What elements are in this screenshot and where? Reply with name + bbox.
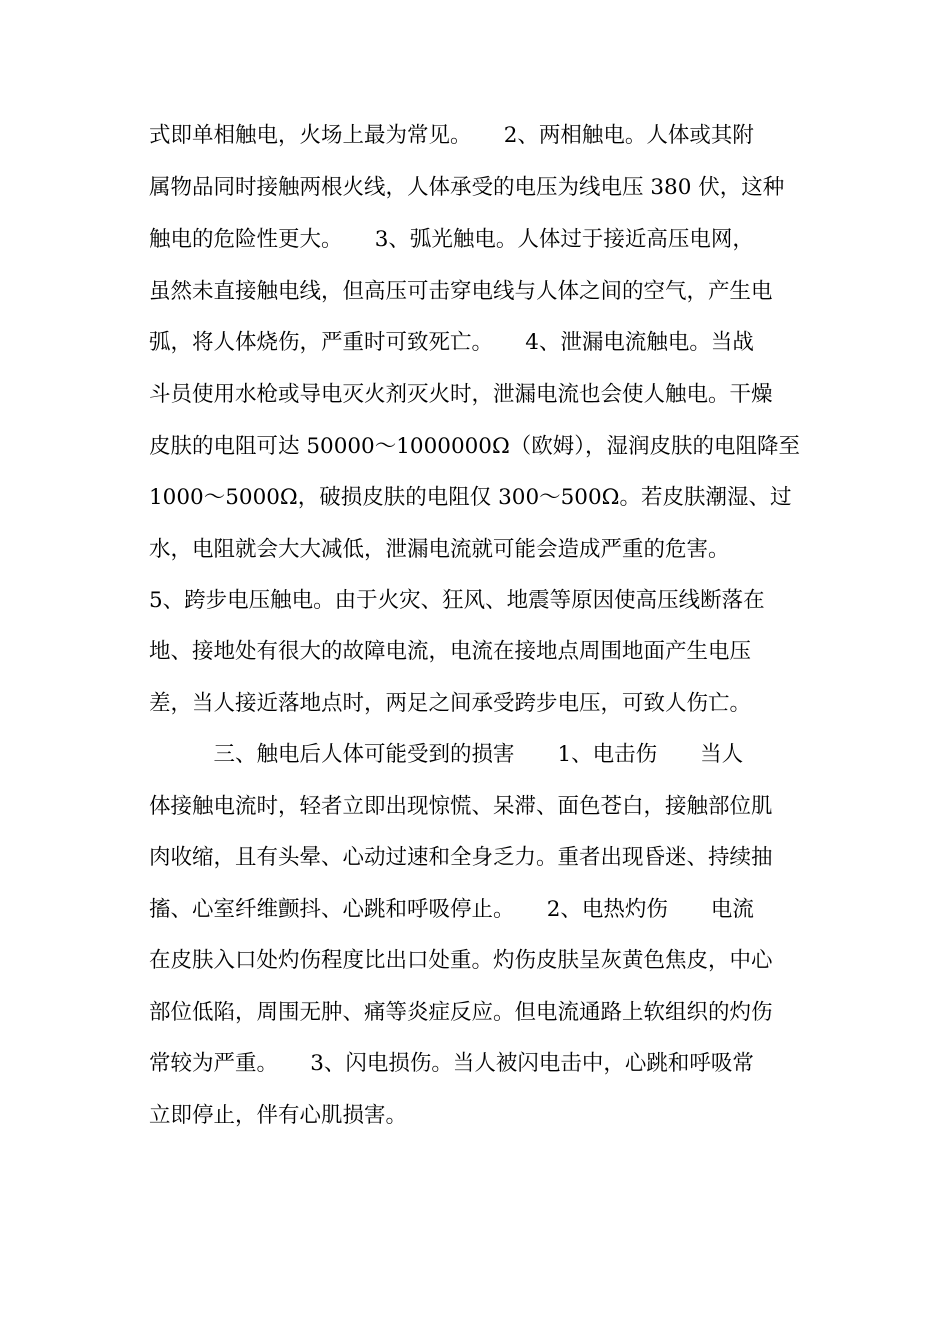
text-line: 斗员使用水枪或导电灭火剂灭火时，泄漏电流也会使人触电。干燥 xyxy=(149,382,773,407)
text-line: 差，当人接近落地点时，两足之间承受跨步电压，可致人伤亡。 xyxy=(149,691,752,716)
text-line: 属物品同时接触两根火线，人体承受的电压为线电压 380 伏，这种 xyxy=(149,175,785,200)
text-line: 1000～5000Ω，破损皮肤的电阻仅 300～500Ω。若皮肤潮湿、过 xyxy=(149,485,792,510)
text-line: 三、触电后人体可能受到的损害 1、电击伤 当人 xyxy=(149,742,744,767)
text-line: 在皮肤入口处灼伤程度比出口处重。灼伤皮肤呈灰黄色焦皮，中心 xyxy=(149,948,773,973)
text-line: 弧，将人体烧伤，严重时可致死亡。 4、泄漏电流触电。当战 xyxy=(149,330,754,355)
text-line: 地、接地处有很大的故障电流，电流在接地点周围地面产生电压 xyxy=(149,639,752,664)
text-line: 立即停止，伴有心肌损害。 xyxy=(149,1103,408,1128)
text-line: 5、跨步电压触电。由于火灾、狂风、地震等原因使高压线断落在 xyxy=(149,588,765,613)
text-line: 式即单相触电，火场上最为常见。 2、两相触电。人体或其附 xyxy=(149,123,754,148)
text-line: 皮肤的电阻可达 50000～1000000Ω（欧姆），湿润皮肤的电阻降至 xyxy=(149,434,801,459)
text-line: 体接触电流时，轻者立即出现惊慌、呆滞、面色苍白，接触部位肌 xyxy=(149,794,773,819)
text-line: 触电的危险性更大。 3、弧光触电。人体过于接近高压电网， xyxy=(149,227,754,252)
text-line: 虽然未直接触电线，但高压可击穿电线与人体之间的空气，产生电 xyxy=(149,279,773,304)
text-line: 部位低陷，周围无肿、痛等炎症反应。但电流通路上软组织的灼伤 xyxy=(149,1000,773,1025)
text-line: 肉收缩，且有头晕、心动过速和全身乏力。重者出现昏迷、持续抽 xyxy=(149,845,773,870)
text-line: 搐、心室纤维颤抖、心跳和呼吸停止。 2、电热灼伤 电流 xyxy=(149,897,754,922)
text-line: 常较为严重。 3、闪电损伤。当人被闪电击中，心跳和呼吸常 xyxy=(149,1051,754,1076)
text-line: 水，电阻就会大大减低，泄漏电流就可能会造成严重的危害。 xyxy=(149,537,730,562)
